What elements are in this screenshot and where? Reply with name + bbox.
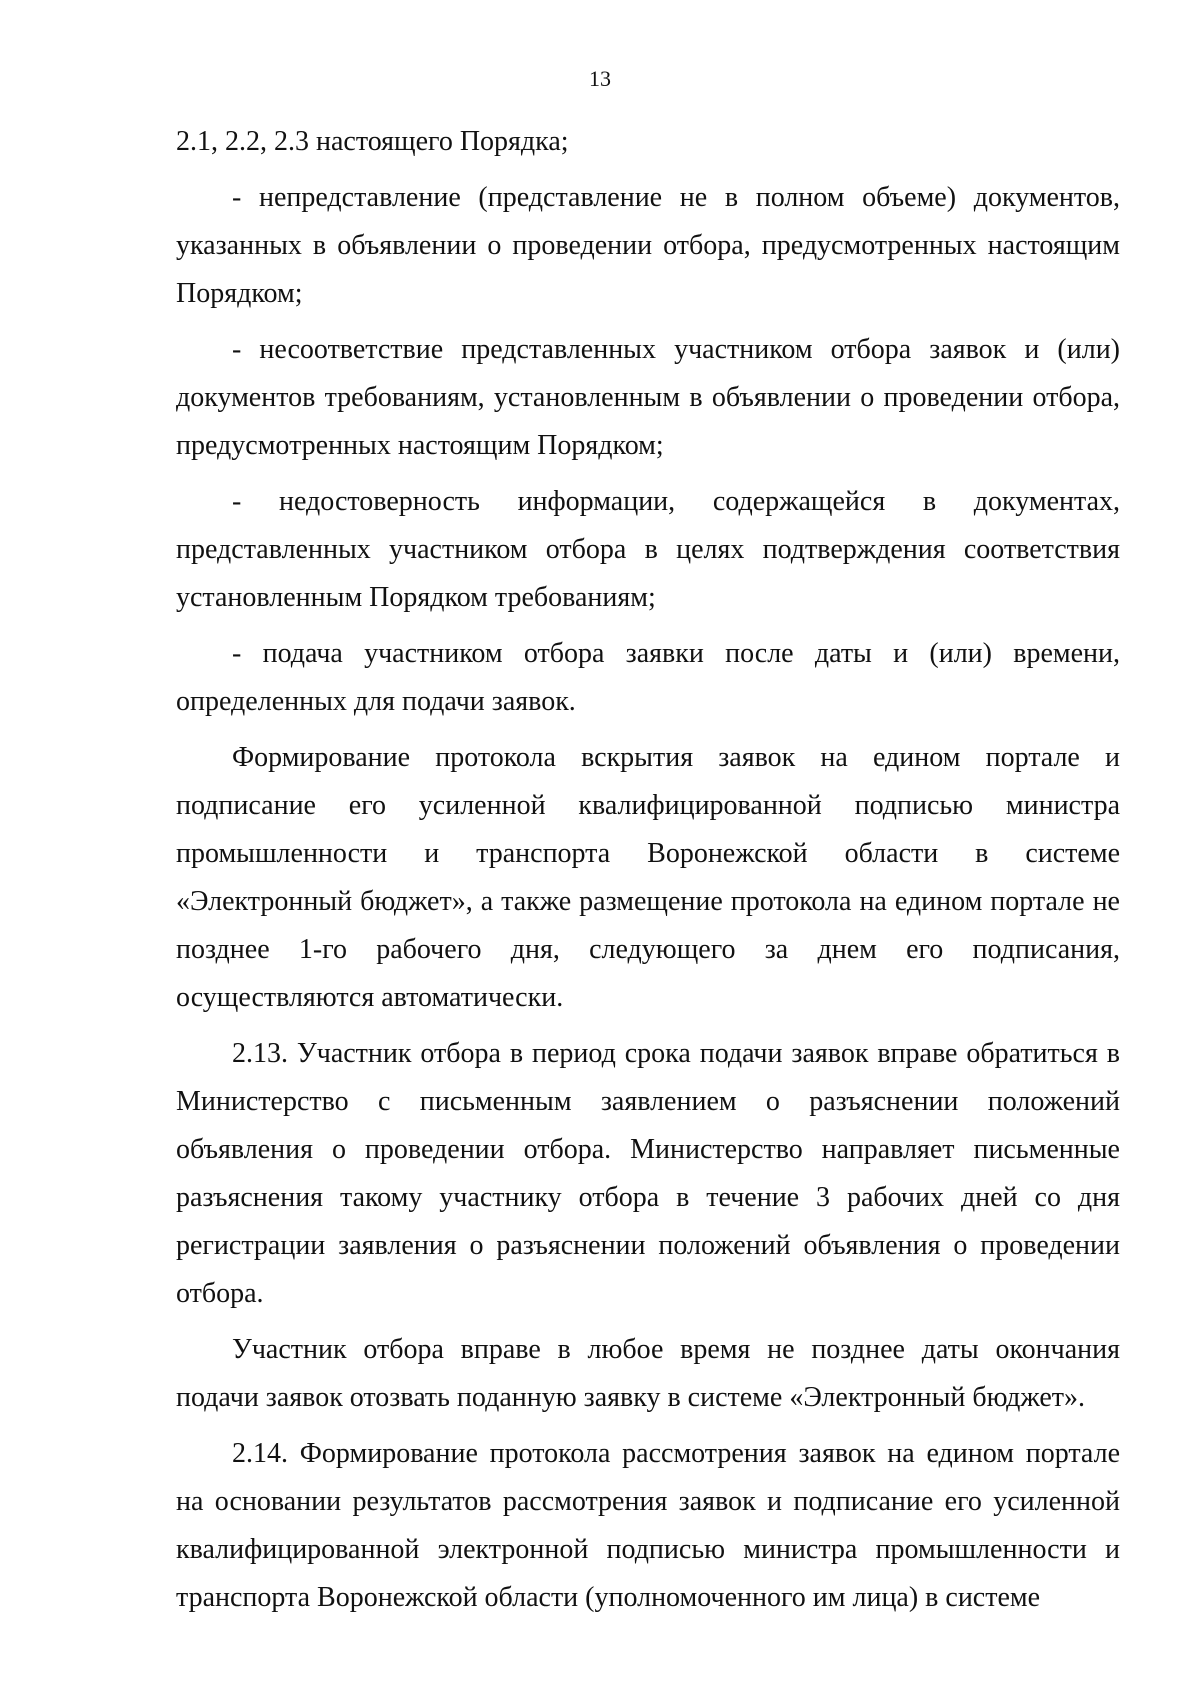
page-number: 13 [589, 66, 611, 91]
paragraph-list-item: - несоответствие представленных участником отбора заявок и (или) документов требованиям, установленным в объявлении о проведении отбора, предусмотренных настоящим Порядком; [176, 334, 1120, 461]
paragraph: Участник отбора вправе в любое время не позднее даты окончания подачи заявок отозвать поданную заявку в системе «Электронный бюджет». [176, 1334, 1120, 1413]
paragraph-continuation: 2.1, 2.2, 2.3 настоящего Порядка; [176, 126, 569, 157]
paragraph: Формирование протокола вскрытия заявок на едином портале и подписание его усиленной квалифицированной подписью министра промышленности и транспорта Воронежской области в системе «Электронный бюджет», а также размещение протокола на едином портале не позднее 1-го рабочего дня, следующего за днем его подписания, осуществляются автоматически. [176, 742, 1120, 1013]
paragraph-clause-2-13: 2.13. Участник отбора в период срока подачи заявок вправе обратиться в Министерство с письменным заявлением о разъяснении положений объявления о проведении отбора. Министерство направляет письменные разъяснения такому участнику отбора в течение 3 рабочих дней со дня регистрации заявления о разъяснении положений объявления о проведении отбора. [176, 1038, 1120, 1309]
paragraph-list-item: - подача участником отбора заявки после даты и (или) времени, определенных для подачи заявок. [176, 638, 1120, 717]
paragraph-list-item: - непредставление (представление не в полном объеме) документов, указанных в объявлении о проведении отбора, предусмотренных настоящим Порядком; [176, 182, 1120, 309]
paragraph-clause-2-14: 2.14. Формирование протокола рассмотрения заявок на едином портале на основании результатов рассмотрения заявок и подписание его усиленной квалифицированной электронной подписью министра промышленности и транспорта Воронежской области (уполномоченного им лица) в системе [176, 1438, 1120, 1613]
paragraph-list-item: - недостоверность информации, содержащейся в документах, представленных участником отбора в целях подтверждения соответствия установленным Порядком требованиям; [176, 486, 1120, 613]
document-body [176, 118, 1120, 1630]
